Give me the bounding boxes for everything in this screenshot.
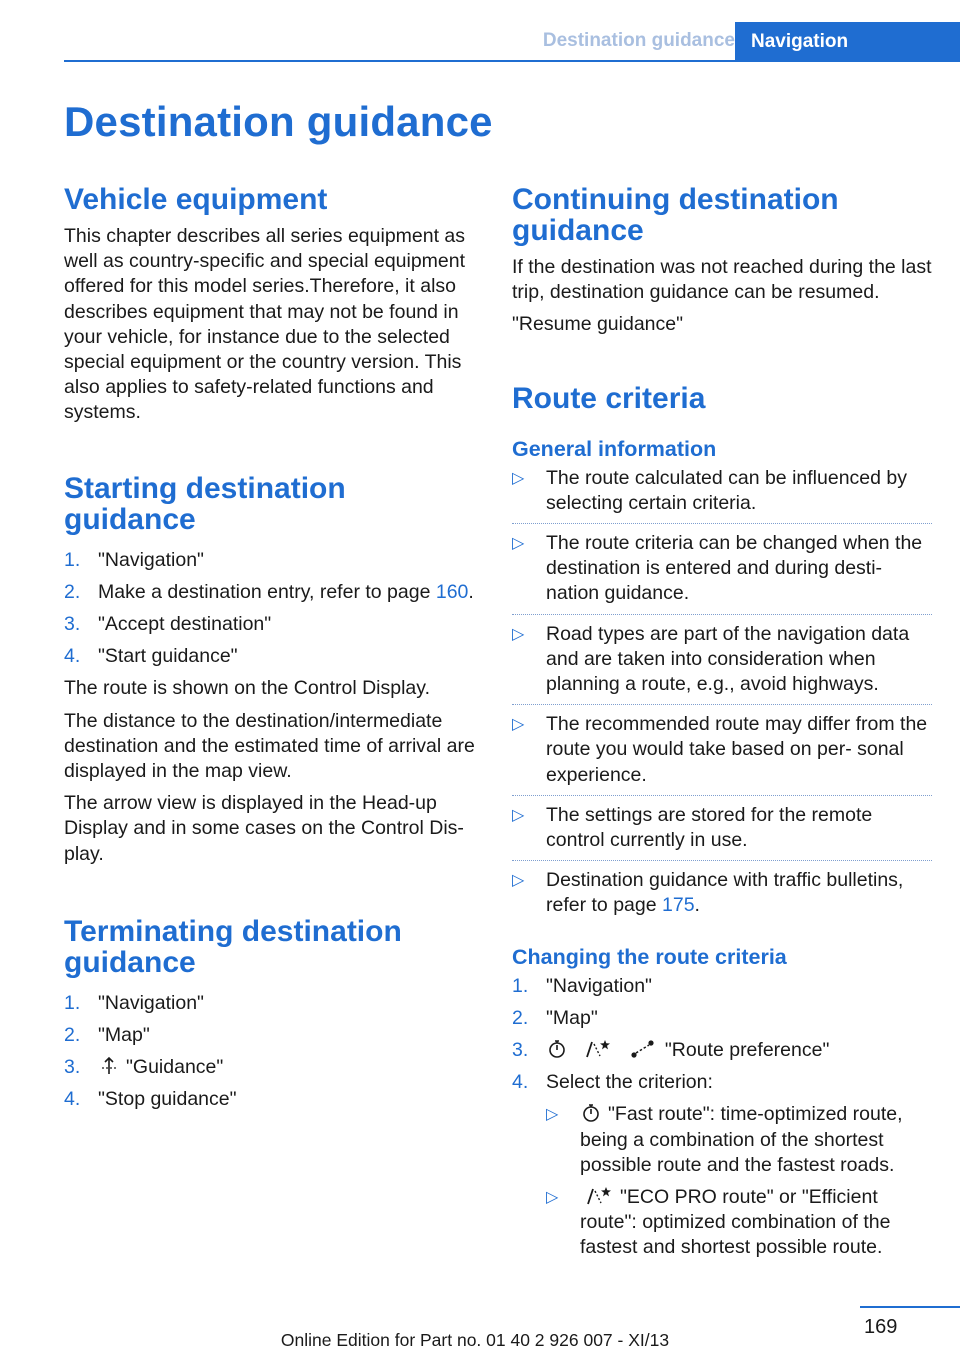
step-text: "Guidance" [126,1056,224,1079]
criteria-options-list [546,1102,932,1260]
changing-route-criteria-steps [512,974,932,1261]
list-item [64,548,482,573]
continuing-guidance-heading: Continuing destination guidance [512,183,839,247]
step-number: 1. [64,991,81,1014]
header-section-title: Destination guidance [542,30,735,51]
step-number: 2. [64,1024,81,1047]
bullet-icon: ▷ [546,1189,559,1207]
list-item [64,644,482,669]
list-item: ▷ "Fast route": time-optimized route, being a combination of the shortest possible route and the fastest roads. [546,1103,903,1176]
bullet-icon: ▷ [546,1106,559,1124]
continuing-guidance-body: If the destination was not reached during the last trip, destination guidance can be resumed. [512,256,932,304]
step-text: "Accept destination" [98,613,272,636]
distance-text: The distance to the destination/intermediate destination and the estimated time of arrival are displayed in the map view. [64,709,475,783]
footer-rule [860,1306,960,1308]
list-item: ▷ "ECO PRO route" or "Efficient route": optimized combination of the fastest and shortest possible route. [546,1186,891,1259]
step-number: 3. [64,613,81,636]
route-preference-icon [625,1039,659,1059]
resume-guidance-text: "Resume guidance" [512,313,684,336]
guidance-icon [98,1056,120,1076]
edition-footer: Online Edition for Part no. 01 40 2 926 007 - XI/13 [280,1330,670,1350]
page-link-175[interactable]: 175 [662,894,695,917]
page-title: Destination guidance [64,98,493,145]
step-number: 1. [64,548,81,571]
list-item: 4. Select the criterion: ▷ "Fast route": time-optimized route, being a combination of the shortest possible route and the fastest roads. ▷ "ECO PRO route" or "Efficient route": optimized combination of the fastest and shortest possible route. [512,1070,932,1260]
general-information-list [512,466,932,926]
page-link-160[interactable]: 160 [435,580,469,603]
starting-guidance-heading: Starting destination guidance [64,471,346,536]
list-item [64,612,482,637]
bullet-icon: ▷ [512,806,525,824]
general-information-heading: General information [512,436,717,461]
changing-route-criteria-heading: Changing the route criteria [512,944,787,969]
step-number: 1. [512,974,529,997]
bullet-icon: ▷ [512,716,525,734]
list-item: ▷ Destination guidance with traffic bulletins, refer to page 175. [512,869,904,917]
page-number: 169 [864,1316,898,1338]
route-shown-text: The route is shown on the Control Display. [64,677,430,700]
list-item: ▷ The settings are stored for the remote control currently in use. [512,803,932,861]
step-text: "Navigation" [98,548,204,571]
list-item: 2. "Map" [512,1006,932,1031]
list-item: 1. "Navigation" [512,974,932,999]
vehicle-equipment-heading: Vehicle equipment [64,183,328,216]
stopwatch-icon [580,1103,602,1123]
list-item: 2. Make a destination entry, refer to page 160. [64,580,482,605]
header-chapter-tab: Navigation [735,22,960,62]
step-number: 4. [64,1088,81,1111]
list-item: 3. "Route preference" [512,1038,932,1063]
list-item [64,1023,482,1048]
list-item [64,991,482,1016]
step-text: "Stop guidance" [98,1088,237,1111]
arrow-view-text: The arrow view is displayed in the Head-up Display and in some cases on the Control Dis‐ play. [64,792,464,865]
step-text: "Start guidance" [98,645,238,668]
bullet-icon: ▷ [512,535,525,553]
step-number: 2. [64,580,81,603]
terminating-guidance-heading: Terminating destination guidance [64,914,402,979]
step-text: "Navigation" [98,991,204,1014]
left-column [64,184,482,1120]
list-item: ▷ Road types are part of the navigation data and are taken into consideration when planning a route, e.g., avoid highways. [512,622,932,706]
step-text: Make a destination entry, refer to page [98,580,436,603]
step-number: 4. [64,645,81,668]
bullet-icon: ▷ [512,469,525,487]
list-item: ▷ The recommended route may differ from the route you would take based on per‐ sonal experience. [512,712,932,796]
step-number: 4. [512,1071,529,1094]
list-item [64,1087,482,1112]
stopwatch-icon [546,1039,568,1059]
right-column [512,184,932,1268]
step-number: 3. [64,1056,81,1079]
vehicle-equipment-body: This chapter describes all series equipment as well as country-specific and special equipment offered for this model series.Therefore, it also describes equipment that may not be found in your vehicle, for instance due to the selected special equipment or the country version. This also applies to safety-related functions and systems. [64,225,466,424]
step-number: 3. [512,1039,529,1062]
list-item: ▷ The route calculated can be influenced by selecting certain criteria. [512,466,932,524]
list-item: ▷ The route criteria can be changed when the destination is entered and during desti‐ nation guidance. [512,531,932,615]
route-criteria-heading: Route criteria [512,381,706,415]
list-item [64,1055,482,1080]
page-header [64,22,960,62]
step-number: 2. [512,1006,529,1029]
bullet-icon: ▷ [512,872,525,890]
bullet-icon: ▷ [512,625,525,643]
eco-route-icon [579,1039,613,1059]
terminating-guidance-steps [64,991,482,1113]
step-text: "Map" [98,1024,150,1047]
starting-guidance-steps [64,548,482,670]
eco-route-icon [580,1186,614,1206]
